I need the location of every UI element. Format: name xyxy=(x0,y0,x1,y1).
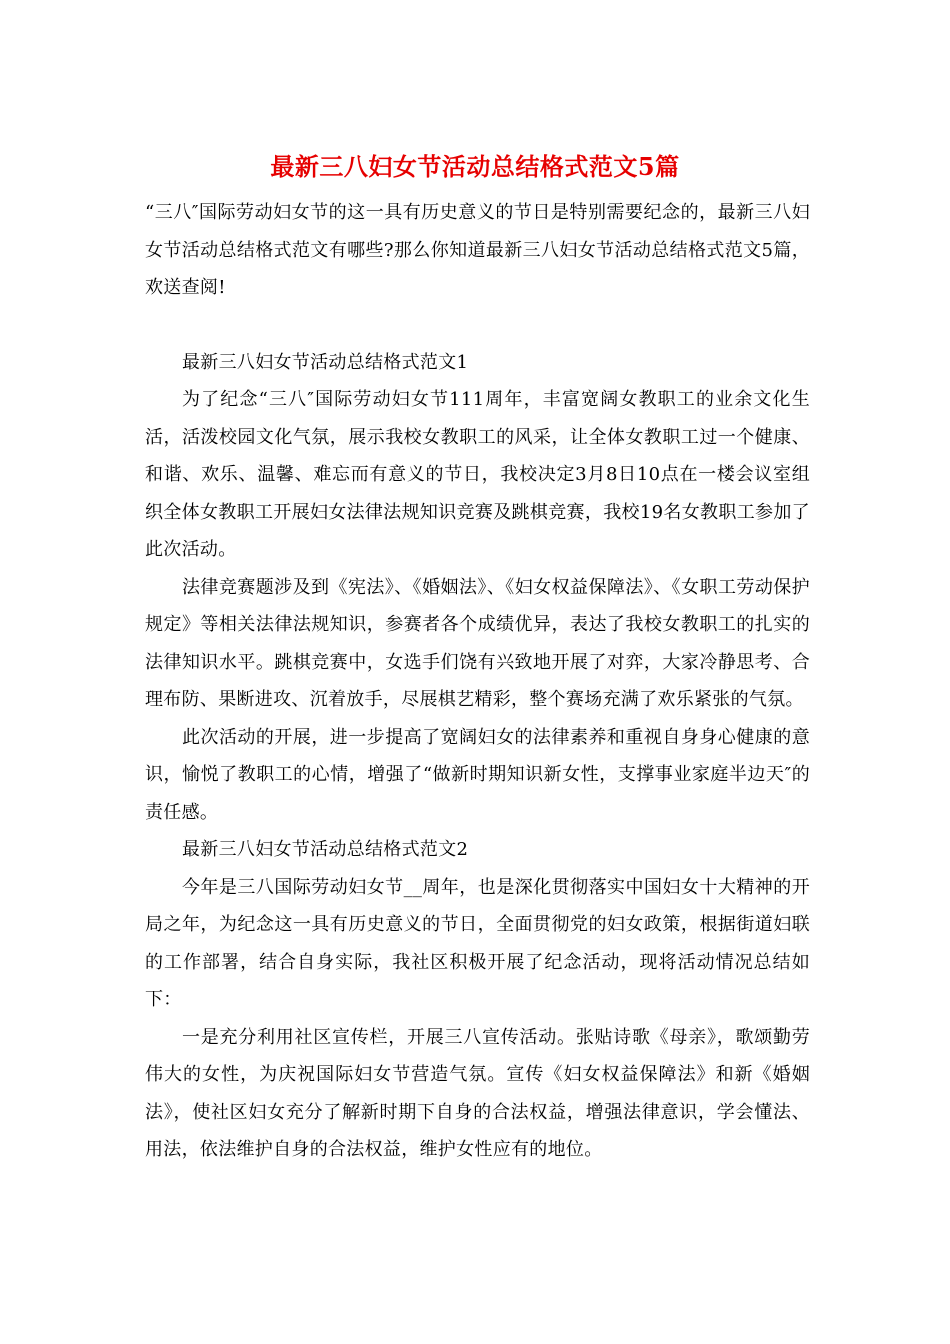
paragraph-gap xyxy=(145,307,810,344)
intro-paragraph: “三八″国际劳动妇女节的这一具有历史意义的节日是特别需要纪念的，最新三八妇女节活动总结格式范文有哪些?那么你知道最新三八妇女节活动总结格式范文5篇，欢送查阅! xyxy=(145,202,810,298)
section-1-paragraph-2: 法律竞赛题涉及到《宪法》、《婚姻法》、《妇女权益保障法》、《女职工劳动保护规定》等相关法律法规知识，参赛者各个成绩优异，表达了我校女教职工的扎实的法律知识水平。跳棋竞赛中，女选手们饶有兴致地开展了对弈，大家冷静思考、合理布防、果断进攻、沉着放手，尽展棋艺精彩，整个赛场充满了欢乐紧张的气氛。 xyxy=(145,576,810,710)
section-heading-1: 最新三八妇女节活动总结格式范文1 xyxy=(182,351,469,373)
document-body xyxy=(145,194,810,1169)
section-1-paragraph-3: 此次活动的开展，进一步提高了宽阔妇女的法律素养和重视自身身心健康的意识，愉悦了教职工的心情，增强了“做新时期知识新女性，支撑事业家庭半边天″的责任感。 xyxy=(145,726,810,823)
section-2-paragraph-1: 今年是三八国际劳动妇女节__周年，也是深化贯彻落实中国妇女十大精神的开局之年，为纪念这一具有历史意义的节日，全面贯彻党的妇女政策，根据街道妇联的工作部署，结合自身实际，我社区积极开展了纪念活动，现将活动情况总结如下： xyxy=(145,876,810,1010)
document-title: 最新三八妇女节活动总结格式范文5篇 xyxy=(270,152,680,181)
section-2-paragraph-2: 一是充分利用社区宣传栏，开展三八宣传活动。张贴诗歌《母亲》，歌颂勤劳伟大的女性，为庆祝国际妇女节营造气氛。宣传《妇女权益保障法》和新《婚姻法》，使社区妇女充分了解新时期下自身的合法权益，增强法律意识，学会懂法、用法，依法维护自身的合法权益，维护女性应有的地位。 xyxy=(145,1026,810,1160)
section-1-paragraph-1: 为了纪念“三八″国际劳动妇女节111周年，丰富宽阔女教职工的业余文化生活，活泼校园文化气氛，展示我校女教职工的风采，让全体女教职工过一个健康、和谐、欢乐、温馨、难忘而有意义的节日，我校决定3月8日10点在一楼会议室组织全体女教职工开展妇女法律法规知识竞赛及跳棋竞赛，我校19名女教职工参加了此次活动。 xyxy=(145,389,810,560)
section-heading-2: 最新三八妇女节活动总结格式范文2 xyxy=(182,839,469,860)
